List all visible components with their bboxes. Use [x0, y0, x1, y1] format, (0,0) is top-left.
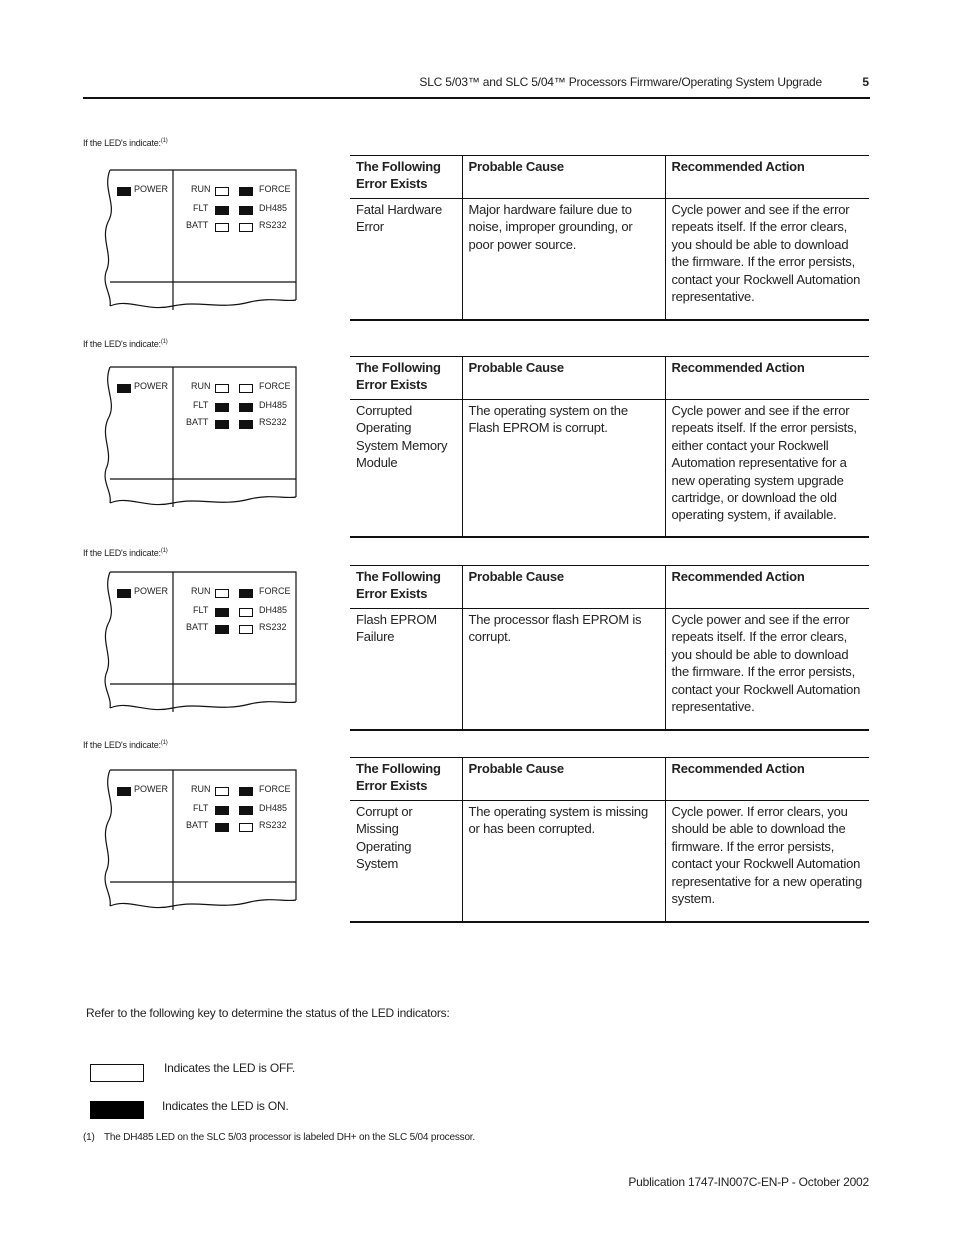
footnote-number: (1): [83, 1132, 95, 1143]
led-rs232-off: [239, 223, 253, 232]
led-power-on: [117, 384, 131, 393]
page-number: 5: [862, 75, 869, 89]
led-label-batt: BATT: [186, 820, 209, 830]
column-header-action: Recommended Action: [665, 758, 869, 801]
footnote-ref: (1): [160, 548, 168, 554]
led-label-flt: FLT: [193, 605, 209, 615]
error-table: [350, 356, 869, 538]
error-condition: Corrupt or Missing Operating System: [350, 801, 462, 923]
footnote-text: The DH485 LED on the SLC 5/03 processor is labeled DH+ on the SLC 5/04 processor.: [104, 1132, 475, 1143]
column-header-cause: Probable Cause: [462, 758, 665, 801]
led-label-force: FORCE: [259, 586, 291, 596]
led-label-power: POWER: [134, 184, 169, 194]
footnote-ref: (1): [160, 138, 168, 144]
column-header-cause: Probable Cause: [462, 156, 665, 199]
header-title: SLC 5/03™ and SLC 5/04™ Processors Firmware/Operating System Upgrade: [419, 75, 822, 89]
led-label-flt: FLT: [193, 400, 209, 410]
led-caption: [83, 548, 168, 558]
led-rs232-off: [239, 823, 253, 832]
led-status-panel: [100, 160, 300, 310]
led-flt-on: [215, 403, 229, 412]
table-row: [350, 801, 869, 923]
column-header-action: Recommended Action: [665, 156, 869, 199]
error-condition: Flash EPROM Failure: [350, 609, 462, 731]
table-row: [350, 609, 869, 731]
column-header-condition: The Following Error Exists: [350, 566, 462, 609]
led-label-dh485: DH485: [259, 203, 288, 213]
probable-cause: The operating system on the Flash EPROM is corrupt.: [462, 400, 665, 538]
led-flt-on: [215, 206, 229, 215]
led-status-panel: [100, 357, 300, 507]
recommended-action: Cycle power and see if the error repeats itself. If the error clears, you should be able to download the firmware. If the error persists, contact your Rockwell Automation representative.: [665, 609, 869, 731]
footnote-ref: (1): [160, 339, 168, 345]
error-table: [350, 155, 869, 321]
table-header-row: [350, 156, 869, 199]
led-force-on: [239, 787, 253, 796]
error-table: [350, 757, 869, 923]
led-caption: [83, 138, 168, 148]
led-dh485-on: [239, 206, 253, 215]
probable-cause: The operating system is missing or has been corrupted.: [462, 801, 665, 923]
led-label-power: POWER: [134, 784, 169, 794]
recommended-action: Cycle power. If error clears, you should be able to download the firmware. If the error persists, contact your Rockwell Automation representative for a new operating system.: [665, 801, 869, 923]
led-label-flt: FLT: [193, 203, 209, 213]
led-batt-on: [215, 420, 229, 429]
footnote-ref: (1): [160, 740, 168, 746]
led-run-off: [215, 187, 229, 196]
led-batt-on: [215, 625, 229, 634]
probable-cause: The processor flash EPROM is corrupt.: [462, 609, 665, 731]
led-caption-text: If the LED's indicate:: [83, 740, 161, 750]
led-label-rs232: RS232: [259, 417, 287, 427]
led-label-batt: BATT: [186, 417, 209, 427]
led-label-run: RUN: [191, 381, 211, 391]
led-power-on: [117, 787, 131, 796]
led-label-rs232: RS232: [259, 820, 287, 830]
column-header-condition: The Following Error Exists: [350, 156, 462, 199]
led-run-off: [215, 589, 229, 598]
probable-cause: Major hardware failure due to noise, improper grounding, or poor power source.: [462, 199, 665, 321]
led-label-force: FORCE: [259, 381, 291, 391]
recommended-action: Cycle power and see if the error repeats itself. If the error persists, either contact your Rockwell Automation representative for a new operating system upgrade cartridge, or download the old operating system, if available.: [665, 400, 869, 538]
led-dh485-on: [239, 403, 253, 412]
led-batt-off: [215, 223, 229, 232]
led-off-swatch: [90, 1064, 144, 1082]
led-label-run: RUN: [191, 184, 211, 194]
led-label-rs232: RS232: [259, 622, 287, 632]
processor-outline: [100, 160, 300, 310]
led-batt-on: [215, 823, 229, 832]
led-caption: [83, 339, 168, 349]
led-label-rs232: RS232: [259, 220, 287, 230]
led-force-on: [239, 187, 253, 196]
led-label-dh485: DH485: [259, 605, 288, 615]
table-row: [350, 400, 869, 538]
led-caption-text: If the LED's indicate:: [83, 548, 161, 558]
led-power-on: [117, 187, 131, 196]
led-rs232-on: [239, 420, 253, 429]
led-force-off: [239, 384, 253, 393]
led-on-description: Indicates the LED is ON.: [162, 1099, 289, 1113]
led-label-run: RUN: [191, 784, 211, 794]
led-label-batt: BATT: [186, 220, 209, 230]
led-dh485-off: [239, 608, 253, 617]
recommended-action: Cycle power and see if the error repeats itself. If the error clears, you should be able to download the firmware. If the error persists, contact your Rockwell Automation representative.: [665, 199, 869, 321]
processor-outline: [100, 760, 300, 910]
led-label-flt: FLT: [193, 803, 209, 813]
header-rule: [83, 97, 870, 99]
led-caption-text: If the LED's indicate:: [83, 339, 161, 349]
led-flt-on: [215, 608, 229, 617]
table-header-row: [350, 357, 869, 400]
led-label-power: POWER: [134, 381, 169, 391]
processor-outline: [100, 357, 300, 507]
led-force-on: [239, 589, 253, 598]
led-label-batt: BATT: [186, 622, 209, 632]
publication-info: Publication 1747-IN007C-EN-P - October 2002: [628, 1175, 869, 1189]
led-label-dh485: DH485: [259, 803, 288, 813]
led-flt-on: [215, 806, 229, 815]
led-on-swatch: [90, 1101, 144, 1119]
column-header-action: Recommended Action: [665, 357, 869, 400]
led-status-panel: [100, 760, 300, 910]
led-label-force: FORCE: [259, 784, 291, 794]
led-run-off: [215, 787, 229, 796]
error-condition: Corrupted Operating System Memory Module: [350, 400, 462, 538]
led-label-run: RUN: [191, 586, 211, 596]
column-header-cause: Probable Cause: [462, 357, 665, 400]
led-run-off: [215, 384, 229, 393]
led-off-description: Indicates the LED is OFF.: [164, 1061, 296, 1075]
led-rs232-off: [239, 625, 253, 634]
table-header-row: [350, 566, 869, 609]
table-header-row: [350, 758, 869, 801]
led-status-panel: [100, 562, 300, 712]
led-caption: [83, 740, 168, 750]
led-label-power: POWER: [134, 586, 169, 596]
column-header-condition: The Following Error Exists: [350, 357, 462, 400]
key-intro: Refer to the following key to determine the status of the LED indicators:: [86, 1006, 450, 1020]
footnote: [83, 1132, 475, 1143]
error-table: [350, 565, 869, 731]
led-label-dh485: DH485: [259, 400, 288, 410]
error-condition: Fatal Hardware Error: [350, 199, 462, 321]
led-caption-text: If the LED's indicate:: [83, 138, 161, 148]
processor-outline: [100, 562, 300, 712]
column-header-condition: The Following Error Exists: [350, 758, 462, 801]
column-header-action: Recommended Action: [665, 566, 869, 609]
led-power-on: [117, 589, 131, 598]
led-label-force: FORCE: [259, 184, 291, 194]
led-dh485-on: [239, 806, 253, 815]
column-header-cause: Probable Cause: [462, 566, 665, 609]
table-row: [350, 199, 869, 321]
